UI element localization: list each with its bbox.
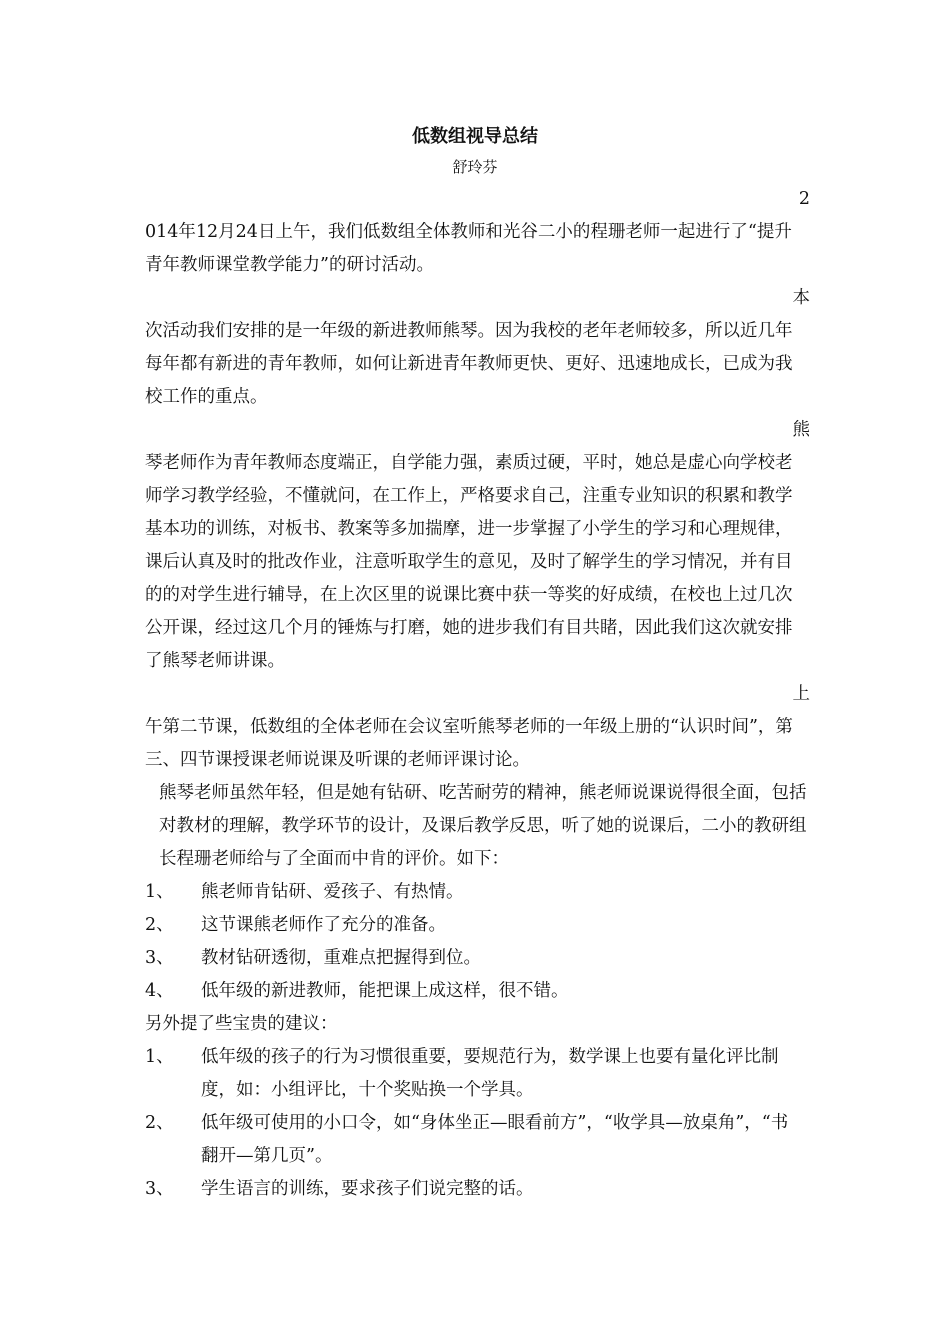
list-item [145,1173,795,1206]
paragraph-first-char: 本 [792,288,810,308]
paragraph-text: 次活动我们安排的是一年级的新进教师熊琴。因为我校的老年老师较多，所以近几年每年都有新进的青年教师，如何让新进青年教师更快、更好、迅速地成长，已成为我校工作的重点。 [145,321,793,407]
document-title: 低数组视导总结 [412,126,538,147]
list-item [145,909,795,942]
document-body [145,183,810,1206]
suggestions-intro: 另外提了些宝贵的建议： [145,1014,338,1034]
list-item [145,942,795,975]
list-number: 2、 [145,1113,174,1133]
paragraph-4 [145,678,810,777]
list-item [145,1041,795,1107]
list-text: 这节课熊老师作了充分的准备。 [201,915,446,935]
list-item [145,876,795,909]
paragraph-text: 琴老师作为青年教师态度端正，自学能力强，素质过硬，平时，她总是虚心向学校老师学习教学经验，不懂就问，在工作上，严格要求自己，注重专业知识的积累和教学基本功的训练，对板书、教案等多加揣摩，进一步掌握了小学生的学习和心理规律，课后认真及时的批改作业，注意听取学生的意见，及时了解学生的学习情况，并有目的的对学生进行辅导，在上次区里的说课比赛中获一等奖的好成绩，在校也上过几次公开课，经过这几个月的锤炼与打磨，她的进步我们有目共睹，因此我们这次就安排了熊琴老师讲课。 [145,453,793,671]
list-number: 3、 [145,948,174,968]
list-number: 1、 [145,1047,174,1067]
paragraph-2 [145,282,810,414]
paragraph-first-char: 2 [798,189,810,209]
paragraph-3 [145,414,810,678]
list-number: 4、 [145,981,174,1001]
list-text: 低年级的孩子的行为习惯很重要，要规范行为，数学课上也要有量化评比制度，如：小组评比，十个奖贴换一个学具。 [201,1047,779,1100]
list-number: 3、 [145,1179,174,1199]
paragraph-1 [145,183,810,282]
paragraph-5: 熊琴老师虽然年轻，但是她有钻研、吃苦耐劳的精神，熊老师说课说得很全面，包括对教材的理解，教学环节的设计，及课后教学反思，听了她的说课后，二小的教研组长程珊老师给与了全面而中肯的评价。如下： [159,783,807,869]
list-item [145,975,795,1008]
list-item [145,1107,795,1173]
paragraph-first-char: 上 [792,684,810,704]
evaluation-list [145,876,810,1008]
suggestion-list [145,1041,810,1206]
list-text: 低年级可使用的小口令，如“身体坐正—眼看前方”，“收学具—放桌角”，“书翻开—第几页”。 [201,1113,789,1166]
list-text: 低年级的新进教师，能把课上成这样，很不错。 [201,981,569,1001]
paragraph-text: 午第二节课，低数组的全体老师在会议室听熊琴老师的一年级上册的“认识时间”，第三、四节课授课老师说课及听课的老师评课讨论。 [145,717,793,770]
list-text: 教材钻研透彻，重难点把握得到位。 [201,948,481,968]
paragraph-text: 014年12月24日上午，我们低数组全体教师和光谷二小的程珊老师一起进行了“提升青年教师课堂教学能力”的研讨活动。 [145,222,792,275]
list-text: 熊老师肯钻研、爱孩子、有热情。 [201,882,464,902]
author-name: 舒玲芬 [452,158,498,176]
list-text: 学生语言的训练，要求孩子们说完整的话。 [201,1179,534,1199]
list-number: 1、 [145,882,174,902]
list-number: 2、 [145,915,174,935]
paragraph-first-char: 熊 [792,420,810,440]
